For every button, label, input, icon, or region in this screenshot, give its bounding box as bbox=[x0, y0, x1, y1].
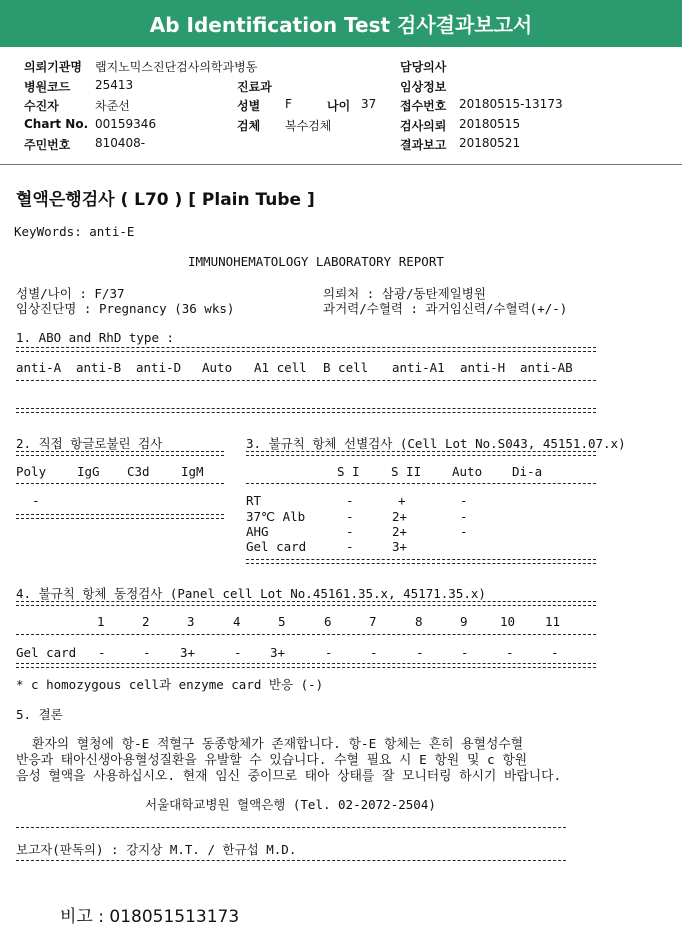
s4-cell-no: 1 bbox=[97, 614, 105, 629]
s4-note: * c homozygous cell과 enzyme card 반응 (-) bbox=[16, 677, 324, 692]
s3-rule-mid bbox=[246, 483, 596, 484]
s4-value: 3+ bbox=[270, 645, 286, 660]
s3-row-label: RT bbox=[246, 493, 262, 508]
s3-col-auto: Auto bbox=[452, 464, 483, 479]
s2-rule-mid bbox=[16, 483, 224, 484]
s3-col-s1: S I bbox=[337, 464, 360, 479]
s3-rule-top bbox=[246, 451, 596, 456]
s3-col-s2: S II bbox=[391, 464, 422, 479]
s2-col-igm: IgM bbox=[181, 464, 204, 479]
s1-rule-bottom bbox=[16, 408, 596, 413]
s1-col-a1-cell: A1 cell bbox=[254, 360, 307, 375]
patient-diagnosis: 임상진단명 : Pregnancy (36 wks) bbox=[16, 301, 235, 316]
header-divider bbox=[0, 164, 682, 165]
section2-title: 2. 직접 항글로불린 검사 bbox=[16, 436, 163, 451]
reporter-rule-top bbox=[16, 827, 566, 828]
s3-cell: - bbox=[460, 493, 468, 508]
s4-row-label: Gel card bbox=[16, 645, 77, 660]
section1-title: 1. ABO and RhD type : bbox=[16, 330, 175, 345]
patient-sex-age: 성별/나이 : F/37 bbox=[16, 286, 125, 301]
s4-cell-no: 9 bbox=[460, 614, 468, 629]
s3-cell: - bbox=[346, 509, 354, 524]
s3-cell: - bbox=[346, 539, 354, 554]
s1-col-auto: Auto bbox=[202, 360, 233, 375]
patient-label: 수진자 bbox=[24, 99, 59, 113]
s3-col-di-a: Di-a bbox=[512, 464, 543, 479]
s3-cell: 2+ bbox=[392, 524, 408, 539]
s2-result: - bbox=[32, 493, 40, 508]
report-date-label: 결과보고 bbox=[400, 138, 447, 152]
s4-rule-top bbox=[16, 601, 596, 606]
report-date-value: 20180521 bbox=[459, 136, 521, 150]
department-label: 진료과 bbox=[237, 80, 272, 94]
s4-cell-no: 10 bbox=[500, 614, 516, 629]
s4-value: - bbox=[461, 645, 469, 660]
report-title: 혈액은행검사 ( L70 ) [ Plain Tube ] bbox=[16, 190, 315, 210]
hospital-code-label: 병원코드 bbox=[24, 80, 71, 94]
s4-value: 3+ bbox=[180, 645, 196, 660]
s4-cell-no: 8 bbox=[415, 614, 423, 629]
s4-cell-no: 11 bbox=[545, 614, 561, 629]
s2-col-poly: Poly bbox=[16, 464, 47, 479]
s4-cell-no: 7 bbox=[369, 614, 377, 629]
s1-rule-mid bbox=[16, 380, 596, 381]
s4-value: - bbox=[325, 645, 333, 660]
resident-no-label: 주민번호 bbox=[24, 138, 71, 152]
transfusion-history: 과거력/수혈력 : 과거임신력/수혈력(+/-) bbox=[323, 301, 568, 316]
s3-cell: - bbox=[346, 493, 354, 508]
resident-no-value: 810408- bbox=[95, 136, 146, 150]
s2-rule-bottom bbox=[16, 514, 224, 519]
s4-value: - bbox=[370, 645, 378, 660]
age-value: 37 bbox=[361, 97, 377, 111]
conclusion-line3: 음성 혈액을 사용하십시오. 현재 임신 중이므로 태아 상태를 잘 모니터링 하시기 바랍니다. bbox=[16, 769, 562, 784]
reporter: 보고자(판독의) : 강지상 M.T. / 한규섭 M.D. bbox=[16, 842, 297, 857]
section3-title: 3. 불규칙 항체 선별검사 (Cell Lot No.S043, 45151.07.x) bbox=[246, 436, 626, 451]
s4-value: - bbox=[416, 645, 424, 660]
s2-col-igg: IgG bbox=[77, 464, 100, 479]
s4-value: - bbox=[234, 645, 242, 660]
s1-col-anti-b: anti-B bbox=[76, 360, 122, 375]
clinical-info-label: 임상정보 bbox=[400, 80, 447, 94]
s4-cell-no: 3 bbox=[187, 614, 195, 629]
s3-cell: - bbox=[460, 524, 468, 539]
receipt-no-label: 접수번호 bbox=[400, 99, 447, 113]
s1-rule-top bbox=[16, 347, 596, 352]
s3-cell: + bbox=[398, 493, 406, 508]
s3-cell: - bbox=[346, 524, 354, 539]
s2-col-c3d: C3d bbox=[127, 464, 150, 479]
receipt-no-value: 20180515-13173 bbox=[459, 97, 563, 111]
age-label: 나이 bbox=[327, 99, 351, 113]
referral-source: 의뢰처 : 삼광/동탄제일병원 bbox=[323, 286, 486, 301]
s3-cell: 2+ bbox=[392, 509, 408, 524]
section5-title: 5. 결론 bbox=[16, 707, 63, 722]
reporter-rule-bottom bbox=[16, 860, 566, 861]
hospital-value: 랩지노믹스진단검사의학과병동 bbox=[95, 60, 258, 74]
s1-col-anti-d: anti-D bbox=[136, 360, 182, 375]
report-banner-title: Ab Identification Test 검사결과보고서 bbox=[0, 0, 682, 47]
request-date-label: 검사의뢰 bbox=[400, 119, 447, 133]
s4-cell-no: 2 bbox=[142, 614, 150, 629]
s3-cell: - bbox=[460, 509, 468, 524]
s4-value: - bbox=[551, 645, 559, 660]
s3-row-label: Gel card bbox=[246, 539, 307, 554]
sex-label: 성별 bbox=[237, 99, 261, 113]
s3-row-label: 37℃ Alb bbox=[246, 509, 306, 524]
keywords: KeyWords: anti-E bbox=[14, 224, 135, 239]
s4-value: - bbox=[98, 645, 106, 660]
s4-cell-no: 4 bbox=[233, 614, 241, 629]
s3-rule-bottom bbox=[246, 559, 596, 564]
s2-rule-top bbox=[16, 451, 224, 456]
remark: 비고 : 018051513173 bbox=[60, 907, 240, 927]
s1-col-anti-h: anti-H bbox=[460, 360, 506, 375]
s1-col-anti-a: anti-A bbox=[16, 360, 62, 375]
doctor-label: 담당의사 bbox=[400, 60, 447, 74]
sex-value: F bbox=[285, 97, 292, 111]
s1-col-b-cell: B cell bbox=[323, 360, 369, 375]
conclusion-line1: 환자의 혈청에 항-E 적혈구 동종항체가 존재합니다. 항-E 항체는 흔히 용혈성수혈 bbox=[32, 737, 524, 752]
s1-col-anti-a1: anti-A1 bbox=[392, 360, 445, 375]
institution-contact: 서울대학교병원 혈액은행 (Tel. 02-2072-2504) bbox=[145, 797, 436, 812]
s4-cell-no: 5 bbox=[278, 614, 286, 629]
chart-no-value: 00159346 bbox=[95, 117, 157, 131]
s4-value: - bbox=[506, 645, 514, 660]
chart-no-label: Chart No. bbox=[24, 117, 89, 131]
s4-rule-bottom bbox=[16, 663, 596, 668]
s3-cell: 3+ bbox=[392, 539, 408, 554]
s1-col-anti-ab: anti-AB bbox=[520, 360, 573, 375]
section4-title: 4. 불규칙 항체 동정검사 (Panel cell Lot No.45161.35.x, 45171.35.x) bbox=[16, 586, 486, 601]
specimen-value: 복수검체 bbox=[285, 119, 332, 133]
lab-report-heading: IMMUNOHEMATOLOGY LABORATORY REPORT bbox=[188, 254, 444, 269]
hospital-code-value: 25413 bbox=[95, 78, 134, 92]
s3-row-label: AHG bbox=[246, 524, 269, 539]
conclusion-line2: 반응과 태아신생아용혈성질환을 유발할 수 있습니다. 수혈 필요 시 E 항원 및 c 항원 bbox=[16, 753, 528, 768]
s4-value: - bbox=[143, 645, 151, 660]
s4-rule-mid bbox=[16, 634, 596, 635]
specimen-label: 검체 bbox=[237, 119, 261, 133]
hospital-label: 의뢰기관명 bbox=[24, 60, 82, 74]
request-date-value: 20180515 bbox=[459, 117, 521, 131]
s4-cell-no: 6 bbox=[324, 614, 332, 629]
patient-value: 차준선 bbox=[95, 99, 130, 113]
